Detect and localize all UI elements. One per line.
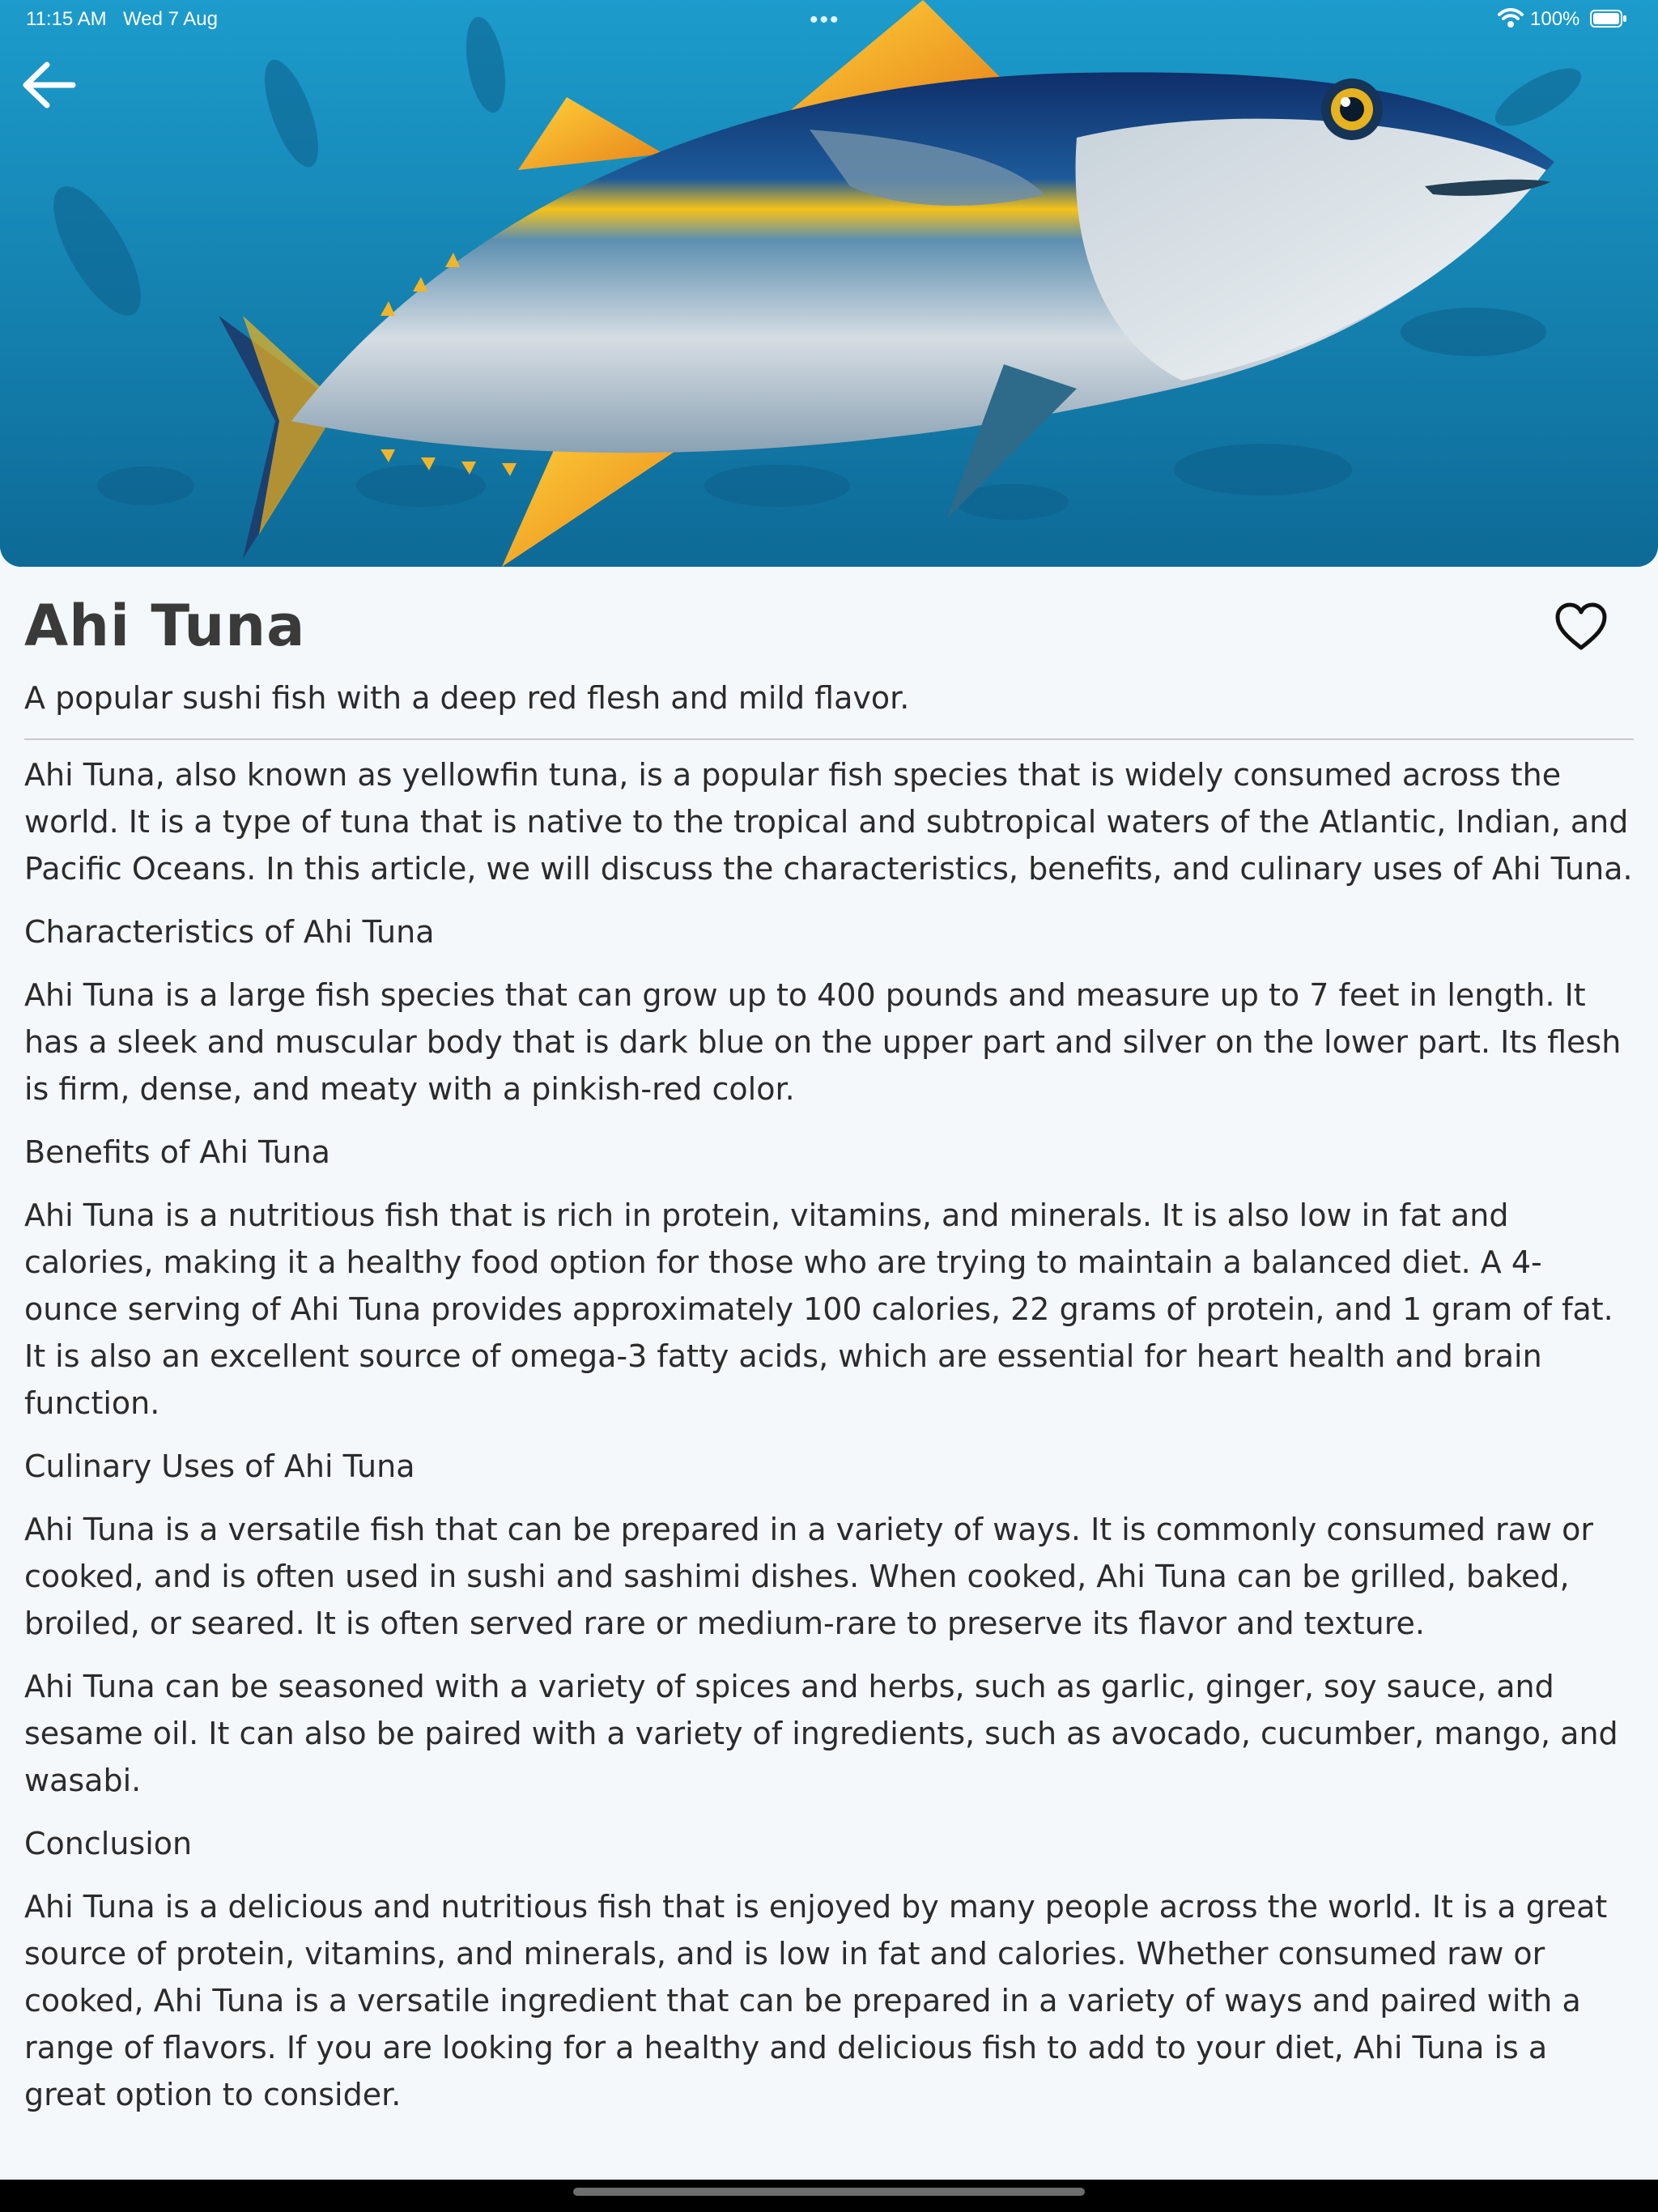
status-bar xyxy=(0,0,1658,39)
culinary-text-2: Ahi Tuna can be seasoned with a variety of spices and herbs, such as garlic, ginger, soy sauce, and sesame oil. It can also be paired with a variety of ingredients, such as avocado, cucumber, mango, and wasabi. xyxy=(24,1669,1618,1798)
benefits-text: Ahi Tuna is a nutritious fish that is rich in protein, vitamins, and minerals. It is also low in fat and calories, making it a healthy food option for those who are trying to maintain a balanced diet. A 4-ounce serving of Ahi Tuna provides approximately 100 calories, 22 grams of protein, and 1 gram of fat. It is also an excellent source of omega-3 fatty acids, which are essential for heart health and brain function. xyxy=(24,1197,1613,1421)
article-body xyxy=(24,751,1635,2134)
status-date: Wed 7 Aug xyxy=(123,8,218,30)
multitasking-dots[interactable]: ••• xyxy=(810,6,840,33)
hero-image xyxy=(0,0,1658,567)
home-indicator[interactable] xyxy=(573,2188,1085,2196)
conclusion-heading: Conclusion xyxy=(24,1826,193,1861)
arrow-left-icon xyxy=(21,58,79,112)
culinary-text-1: Ahi Tuna is a versatile fish that can be prepared in a variety of ways. It is commonly consumed raw or cooked, and is often used in sushi and sashimi dishes. When cooked, Ahi Tuna can be grilled, baked, broiled, or seared. It is often served rare or medium-rare to preserve its flavor and texture. xyxy=(24,1512,1593,1641)
favorite-button[interactable] xyxy=(1554,601,1608,654)
tuna-illustration xyxy=(0,0,1658,567)
battery-percentage: 100% xyxy=(1530,8,1580,30)
home-indicator-area xyxy=(0,2180,1658,2212)
divider xyxy=(24,738,1634,740)
article-intro: Ahi Tuna, also known as yellowfin tuna, is a popular fish species that is widely consumed across the world. It is a type of tuna that is native to the tropical and subtropical waters of the Atlantic, Indian, and Pacific Oceans. In this article, we will discuss the characteristics, benefits, and culinary uses of Ahi Tuna. xyxy=(24,757,1633,887)
battery-icon xyxy=(1590,10,1627,28)
wifi-icon xyxy=(1498,6,1524,29)
fish-subtitle: A popular sushi fish with a deep red flesh and mild flavor. xyxy=(24,680,910,716)
status-time: 11:15 AM xyxy=(26,8,107,30)
detail-content xyxy=(24,567,1635,2112)
title-row xyxy=(24,567,1635,672)
heart-outline-icon xyxy=(1554,601,1608,654)
fish-title: Ahi Tuna xyxy=(24,593,306,659)
culinary-heading: Culinary Uses of Ahi Tuna xyxy=(24,1448,415,1484)
conclusion-text: Ahi Tuna is a delicious and nutritious fish that is enjoyed by many people across the world. It is a great source of protein, vitamins, and minerals, and is low in fat and calories. Whether consumed raw or cooked, Ahi Tuna is a versatile ingredient that can be prepared in a variety of ways and paired with a range of flavors. If you are looking for a healthy and delicious fish to add to your diet, Ahi Tuna is a great option to consider. xyxy=(24,1889,1608,2112)
characteristics-heading: Characteristics of Ahi Tuna xyxy=(24,914,435,950)
characteristics-text: Ahi Tuna is a large fish species that can grow up to 400 pounds and measure up to 7 feet in length. It has a sleek and muscular body that is dark blue on the upper part and silver on the lower part. Its flesh is firm, dense, and meaty with a pinkish-red color. xyxy=(24,977,1622,1107)
benefits-heading: Benefits of Ahi Tuna xyxy=(24,1134,330,1170)
back-button[interactable] xyxy=(21,58,79,112)
